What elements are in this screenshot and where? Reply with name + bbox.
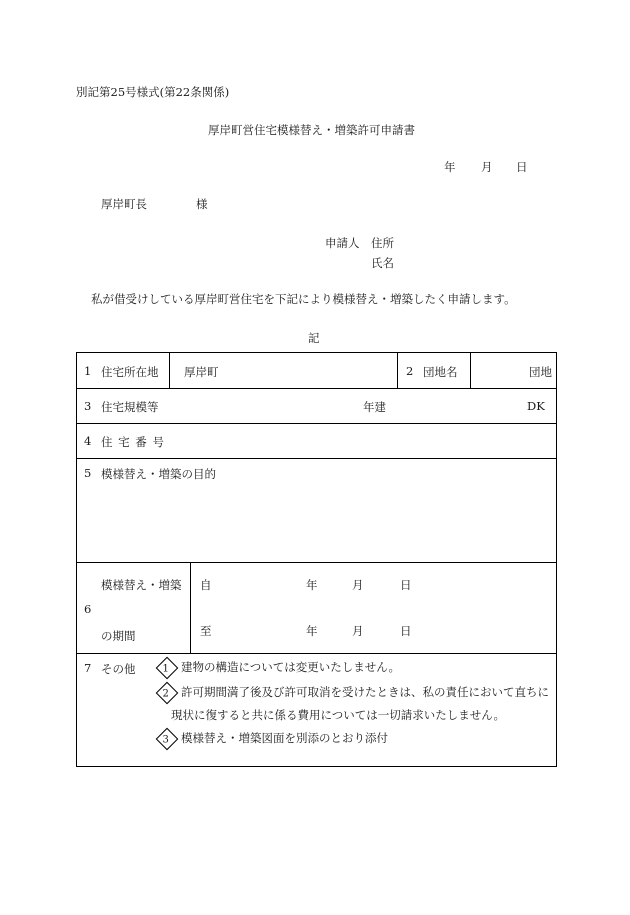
complex-name-value[interactable]: 団地 xyxy=(529,365,552,379)
from-year-label[interactable]: 年 xyxy=(306,578,318,592)
row4-number: 4 xyxy=(84,434,92,448)
body-text: 私が借受けしている厚岸町営住宅を下記により模様替え・増築したく申請します。 xyxy=(91,292,516,306)
note-text: 許可期間満了後及び許可取消を受けたときは、私の責任において直ちに xyxy=(181,685,549,699)
applicant-label: 申請人 xyxy=(325,236,360,250)
purpose-label: 模様替え・増築の目的 xyxy=(101,467,216,481)
date-month-label: 月 xyxy=(481,160,493,174)
date-day-label: 日 xyxy=(516,160,528,174)
house-number-label: 住 宅 番 号 xyxy=(101,435,165,449)
note-item xyxy=(159,684,549,701)
from-day-label[interactable]: 日 xyxy=(400,578,412,592)
note-item xyxy=(159,730,388,747)
period-from-label: 自 xyxy=(200,578,212,592)
to-year-label[interactable]: 年 xyxy=(306,624,318,638)
row6-number: 6 xyxy=(84,602,92,616)
complex-name-label: 団地名 xyxy=(423,365,458,379)
note-text-continued: 現状に復すると共に係る費用については一切請求いたしません。 xyxy=(171,708,505,722)
to-month-label[interactable]: 月 xyxy=(352,624,364,638)
period-label-bottom: の期間 xyxy=(101,629,136,643)
row5-number: 5 xyxy=(84,466,92,480)
location-label: 住宅所在地 xyxy=(101,365,159,379)
housing-scale-label: 住宅規模等 xyxy=(101,400,159,414)
to-day-label[interactable]: 日 xyxy=(400,624,412,638)
row7-number: 7 xyxy=(84,661,92,675)
form-reference: 別記第25号様式(第22条関係) xyxy=(76,85,230,99)
circled-number-icon: 1 xyxy=(156,657,179,680)
note-item xyxy=(159,659,400,676)
other-label: その他 xyxy=(101,662,136,676)
row1-number: 1 xyxy=(84,364,92,378)
addressee-honorific: 様 xyxy=(196,197,208,211)
ki-heading: 記 xyxy=(308,331,320,345)
period-to-label: 至 xyxy=(200,624,212,638)
addressee-name: 厚岸町長 xyxy=(101,197,147,211)
layout-label[interactable]: DK xyxy=(527,399,545,413)
circled-number-icon: 2 xyxy=(156,682,179,705)
year-built-label[interactable]: 年建 xyxy=(363,400,386,414)
row2-number: 2 xyxy=(406,364,414,378)
applicant-name-label: 氏名 xyxy=(371,256,394,270)
applicant-address-label: 住所 xyxy=(371,236,394,250)
note-text: 建物の構造については変更いたしません。 xyxy=(181,660,400,674)
location-value[interactable]: 厚岸町 xyxy=(184,365,219,379)
date-year-label: 年 xyxy=(444,160,456,174)
period-label-top: 模様替え・増築 xyxy=(101,578,182,592)
from-month-label[interactable]: 月 xyxy=(352,578,364,592)
page-title: 厚岸町営住宅模様替え・増築許可申請書 xyxy=(208,123,415,137)
row3-number: 3 xyxy=(84,399,92,413)
circled-number-icon: 3 xyxy=(156,728,179,751)
note-text: 模様替え・増築図面を別添のとおり添付 xyxy=(181,731,388,745)
application-table xyxy=(76,352,557,767)
